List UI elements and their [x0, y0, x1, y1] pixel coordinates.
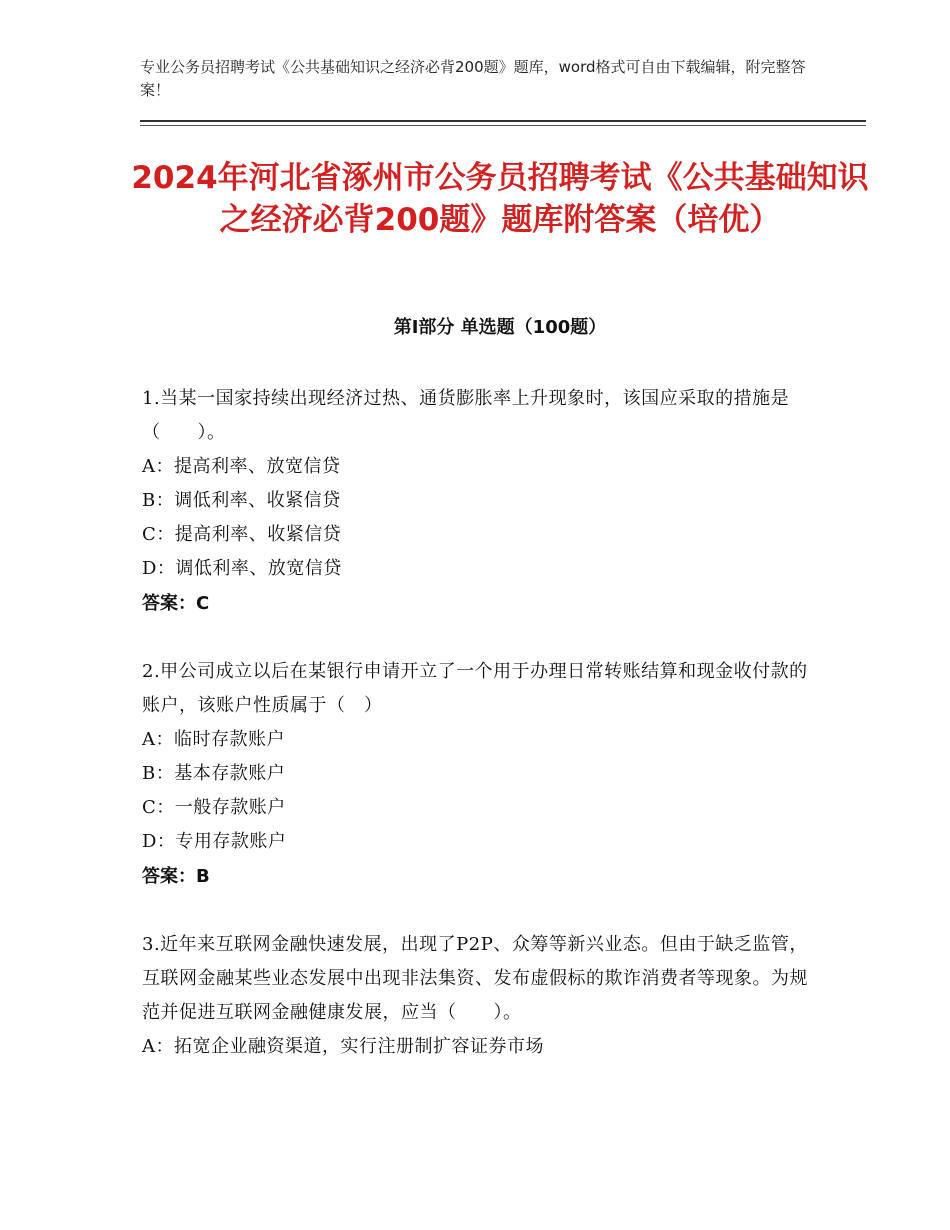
question-stem: 1.当某一国家持续出现经济过热、通货膨胀率上升现象时，该国应采取的措施是（ ）。	[142, 388, 790, 443]
question-option-a: A：临时存款账户	[142, 729, 285, 750]
document-title: 2024年河北省涿州市公务员招聘考试《公共基础知识之经济必背200题》题库附答案（培优）	[131, 160, 869, 238]
question-answer: 答案：B	[142, 866, 210, 887]
question-option-c: C：提高利率、收紧信贷	[142, 524, 342, 545]
header-divider-thick	[140, 120, 866, 122]
question-3	[142, 928, 822, 1064]
question-option-a: A：提高利率、放宽信贷	[142, 456, 341, 477]
question-option-d: D：专用存款账户	[142, 831, 287, 852]
question-2	[142, 655, 822, 895]
header-divider-thin	[140, 125, 866, 126]
question-option-d: D：调低利率、放宽信贷	[142, 558, 342, 579]
question-list	[142, 382, 822, 1097]
question-stem: 3.近年来互联网金融快速发展，出现了P2P、众筹等新兴业态。但由于缺乏监管，互联网金融某些业态发展中出现非法集资、发布虚假标的欺诈消费者等现象。为规范并促进互联网金融健康发展，应当（ ）。	[142, 934, 808, 1023]
question-answer: 答案：C	[142, 593, 210, 614]
question-option-a: A：拓宽企业融资渠道，实行注册制扩容证券市场	[142, 1036, 544, 1057]
question-option-b: B：调低利率、收紧信贷	[142, 490, 341, 511]
header-note: 专业公务员招聘考试《公共基础知识之经济必背200题》题库，word格式可自由下载编辑，附完整答案！	[140, 58, 806, 99]
question-option-b: B：基本存款账户	[142, 763, 286, 784]
question-option-c: C：一般存款账户	[142, 797, 286, 818]
question-stem: 2.甲公司成立以后在某银行申请开立了一个用于办理日常转账结算和现金收付款的账户，该账户性质属于（ ）	[142, 661, 808, 716]
question-1	[142, 382, 822, 622]
section-title: 第Ⅰ部分 单选题（100题）	[393, 317, 607, 338]
